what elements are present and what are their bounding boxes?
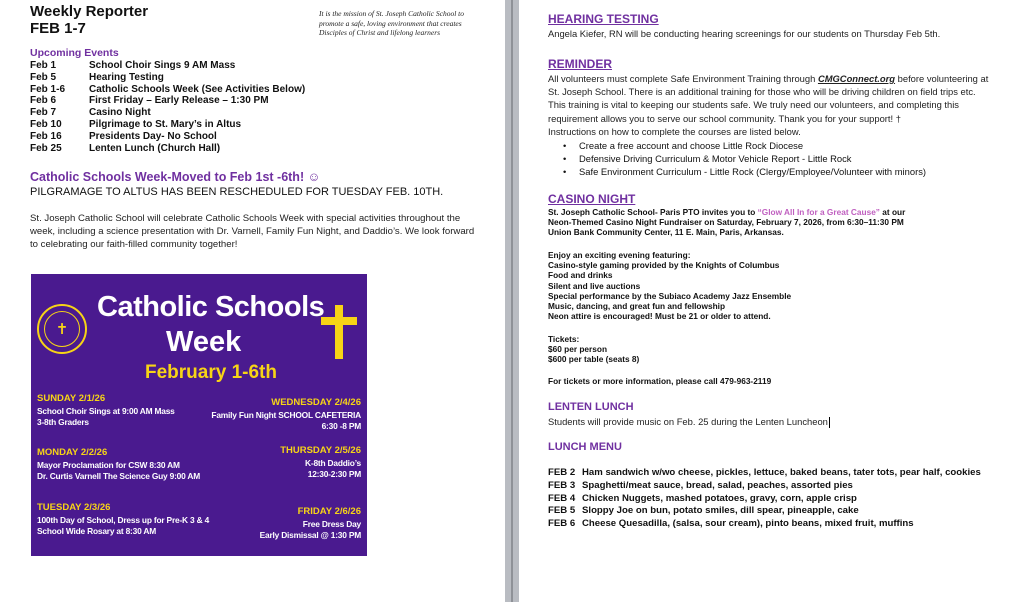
menu-items: Cheese Quesadilla, (salsa, sour cream), pinto beans, mixed fruit, muffins: [582, 518, 914, 530]
poster-day-text: [37, 515, 209, 537]
poster-line: 6:30 -8 PM: [321, 421, 361, 431]
event-title: Lenten Lunch (Church Hall): [89, 142, 221, 154]
paragraph-line: week, including a science presentation with Dr. Varnell, Family Fun Night, and Daddio’s. We look forward: [30, 226, 475, 237]
csw-paragraph: [30, 212, 490, 251]
poster-day-heading: WEDNESDAY 2/4/26: [271, 397, 361, 408]
poster-title-week: Week: [166, 326, 242, 358]
menu-heading: LUNCH MENU: [548, 441, 622, 453]
poster-day-text: [305, 458, 361, 480]
menu-day: FEB 3: [548, 479, 576, 491]
menu-day: FEB 4: [548, 492, 576, 504]
lenten-text: [548, 415, 830, 428]
document-page-left: [0, 0, 505, 602]
casino-invite: [548, 207, 905, 238]
poster-dates: February 1-6th: [145, 362, 277, 383]
menu-row: [548, 480, 981, 493]
poster-line: Mayor Proclamation for CSW 8:30 AM: [37, 460, 180, 470]
poster-day-heading: SUNDAY 2/1/26: [37, 393, 106, 404]
event-title: Casino Night: [89, 107, 151, 119]
event-row: [30, 72, 305, 84]
poster-line: Dr. Curtis Varnell The Science Guy 9:00 AM: [37, 471, 201, 481]
features-intro: Enjoy an exciting evening featuring:: [548, 250, 691, 260]
poster-day-heading: TUESDAY 2/3/26: [37, 502, 111, 513]
page-gutter: [505, 0, 519, 602]
ticket-price: $600 per table (seats 8): [548, 354, 640, 365]
text-cursor: [829, 417, 830, 428]
poster-title: Catholic Schools: [97, 291, 325, 323]
event-date: Feb 1: [30, 60, 57, 71]
event-title: School Choir Sings 9 AM Mass: [89, 60, 236, 71]
list-item: • Defensive Driving Curriculum & Motor Vehicle Report - Little Rock: [563, 152, 926, 165]
title-date: FEB 1-7: [30, 20, 86, 37]
menu-day: FEB 5: [548, 505, 576, 517]
casino-line: Union Bank Community Center, 11 E. Main, Paris, Arkansas.: [548, 227, 784, 238]
poster-day-heading: MONDAY 2/2/26: [37, 447, 108, 458]
poster-day-heading: THURSDAY 2/5/26: [280, 445, 361, 456]
event-date: Feb 1-6: [30, 83, 66, 95]
event-title: Presidents Day- No School: [89, 130, 217, 142]
pilgrimage-notice: PILGRAMAGE TO ALTUS HAS BEEN RESCHEDULED FOR TUESDAY FEB. 10TH.: [30, 186, 444, 198]
event-date: Feb 10: [30, 118, 62, 130]
paragraph-line: St. Joseph Catholic School will celebrate Catholic Schools Week with special activities throughout the: [30, 213, 461, 224]
feature-item: Neon attire is encouraged! Must be 21 or older to attend.: [548, 311, 771, 322]
casino-features: [548, 250, 791, 321]
poster-line: School Wide Rosary at 8:30 AM: [37, 526, 157, 536]
poster-line: Early Dismissal @ 1:30 PM: [259, 530, 361, 540]
reminder-line: Instructions on how to complete the courses are listed below.: [548, 125, 801, 137]
menu-items: Ham sandwich w/wo cheese, pickles, lettuce, baked beans, tater tots, pear half, cookies: [582, 467, 981, 478]
menu-row: [548, 505, 981, 518]
hearing-text: Angela Kiefer, RN will be conducting hearing screenings for our students on Thursday Feb 5th.: [548, 28, 941, 39]
lenten-sentence: Students will provide music on Feb. 25 during the Lenten Luncheon: [548, 416, 828, 427]
glow-slogan: “Glow All In for a Great Cause”: [757, 207, 880, 217]
reminder-line: St. Joseph School. There is an additional training for those who will be driving children on field trips etc.: [548, 86, 976, 98]
csw-heading: Catholic Schools Week-Moved to Feb 1st -6th! ☺: [30, 170, 321, 184]
mission-statement: [319, 9, 495, 38]
poster-day-text: [260, 519, 361, 541]
poster-day-text: [37, 460, 200, 482]
menu-day: FEB 6: [548, 518, 576, 530]
event-date: Feb 6: [30, 95, 57, 107]
mission-line: Disciples of Christ and lifelong learners: [319, 28, 441, 37]
event-date: Feb 5: [30, 71, 57, 83]
menu-row: [548, 518, 981, 531]
casino-line: [548, 207, 905, 217]
course-bullet-list: [563, 139, 926, 179]
menu-items: Spaghetti/meat sauce, bread, salad, peaches, assorted pies: [582, 479, 853, 491]
poster-line: Family Fun Night SCHOOL CAFETERIA: [211, 410, 361, 420]
event-row: [30, 131, 305, 143]
ticket-price: $60 per person: [548, 344, 608, 355]
menu-items: Sloppy Joe on bun, potato smiles, dill spear, pineapple, cake: [582, 505, 859, 517]
casino-text: at our: [879, 207, 906, 217]
reminder-text: All volunteers must complete Safe Environment Training through: [548, 73, 818, 84]
events-list: [30, 60, 305, 154]
document-page-right: [519, 0, 1024, 602]
mission-line: promote a safe, loving environment that creates: [319, 18, 462, 28]
catholic-schools-week-poster: [31, 274, 367, 556]
list-item: • Create a free account and choose Little Rock Diocese: [563, 139, 926, 152]
tickets-info: For tickets or more information, please call 479-963-2119: [548, 376, 772, 386]
casino-text: St. Joseph Catholic School- Paris PTO invites you to: [548, 207, 758, 217]
cmgconnect-link[interactable]: CMGConnect.org: [817, 73, 896, 84]
poster-line: School Choir Sings at 9:00 AM Mass: [37, 406, 175, 416]
poster-line: 100th Day of School, Dress up for Pre-K 3 & 4: [37, 515, 210, 525]
menu-row: [548, 467, 981, 480]
list-item: • Safe Environment Curriculum - Little Rock (Clergy/Employee/Volunteer with minors): [563, 165, 926, 178]
poster-day-heading: FRIDAY 2/6/26: [297, 506, 361, 517]
tickets-label: Tickets:: [548, 334, 580, 344]
poster-line: Free Dress Day: [302, 519, 361, 529]
event-row: [30, 107, 305, 119]
event-row: [30, 119, 305, 131]
event-date: Feb 16: [30, 130, 62, 142]
title-line: Weekly Reporter: [30, 3, 149, 20]
poster-day-text: [37, 406, 175, 428]
event-row: [30, 95, 305, 107]
reminder-line: requirement allows you to serve our school community. Thank you for your support! †: [548, 112, 901, 124]
poster-line: 12:30-2:30 PM: [307, 469, 361, 479]
reminder-line: [548, 72, 988, 85]
poster-line: K-8th Daddio’s: [305, 458, 361, 468]
reminder-paragraph: [548, 72, 988, 138]
reminder-heading: REMINDER: [548, 57, 613, 71]
reminder-line: This training is vital to keeping our students safe. We truly need our volunteers, and completing this: [548, 99, 959, 111]
feature-item: Silent and live auctions: [548, 280, 641, 291]
feature-item: Special performance by the Subiaco Academy Jazz Ensemble: [548, 290, 792, 301]
school-seal-icon: [37, 304, 87, 354]
newsletter-title: [30, 3, 148, 37]
hearing-heading: HEARING TESTING: [548, 12, 659, 26]
event-title: Hearing Testing: [89, 71, 164, 83]
lenten-heading: LENTEN LUNCH: [548, 401, 634, 413]
casino-heading: CASINO NIGHT: [548, 192, 636, 206]
menu-items: Chicken Nuggets, mashed potatoes, gravy, corn, apple crisp: [582, 492, 857, 504]
feature-item: Music, dancing, and great fun and fellowship: [548, 301, 726, 312]
mission-line: It is the mission of St. Joseph Catholic School to: [319, 9, 464, 18]
menu-row: [548, 493, 981, 506]
event-title: First Friday – Early Release – 1:30 PM: [89, 95, 269, 107]
paragraph-line: to celebrating our faith-filled community together!: [30, 239, 238, 250]
feature-item: Casino-style gaming provided by the Knights of Columbus: [548, 260, 780, 271]
tickets-block: [548, 334, 639, 365]
cross-icon: [321, 305, 357, 359]
casino-line: Neon-Themed Casino Night Fundraiser on Saturday, February 7, 2026, from 6:30–11:30 PM: [548, 217, 904, 228]
poster-line: 3-8th Graders: [37, 417, 89, 427]
menu-day: FEB 2: [548, 467, 576, 478]
poster-day-text: [211, 410, 361, 432]
events-heading: Upcoming Events: [30, 47, 119, 59]
lunch-menu: [548, 467, 981, 531]
event-date: Feb 7: [30, 107, 57, 119]
feature-item: Food and drinks: [548, 270, 613, 281]
event-date: Feb 25: [30, 142, 62, 154]
event-title: Pilgrimage to St. Mary’s in Altus: [89, 118, 242, 130]
event-row: [30, 143, 305, 155]
event-row: [30, 60, 305, 72]
cross-symbol-icon: ✝: [44, 311, 80, 347]
event-title: Catholic Schools Week (See Activities Below): [89, 83, 306, 95]
event-row: [30, 84, 305, 96]
reminder-text: before volunteering at: [895, 73, 989, 84]
